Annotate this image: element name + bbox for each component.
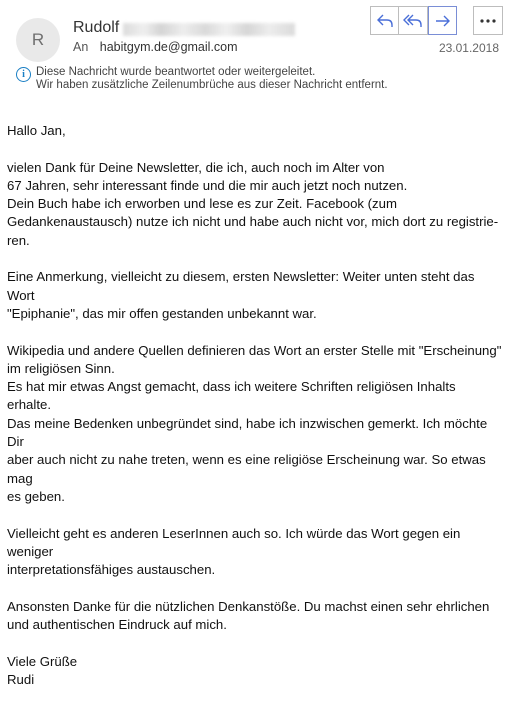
info-text xyxy=(36,66,388,92)
closing: Viele Grüße Rudi xyxy=(7,653,78,687)
info-line-linebreaks[interactable]: Wir haben zusätzliche Zeilenumbrüche aus dieser Nachricht entfernt. xyxy=(36,79,388,91)
sender-name[interactable]: Rudolf xyxy=(73,19,120,36)
more-button[interactable] xyxy=(473,6,503,35)
body-paragraph: Wikipedia und andere Quellen definieren das Wort an erster Stelle mit "Erscheinung" im religiösen Sinn. Es hat mir etwas Angst gemacht, dass ich weitere Schriften religiösen Inhalts erhalte. Das meine Bedenken unbegründet sind, habe ich inzwischen gemerkt. Ich möchte Dir aber auch nicht zu nahe treten, wenn es eine religiöse Erscheinung war. So etwas mag es geben. xyxy=(7,342,502,504)
forward-button[interactable] xyxy=(428,6,457,35)
info-icon: i xyxy=(16,67,31,82)
message-header xyxy=(0,0,511,100)
recipient-address[interactable]: habitgym.de@gmail.com xyxy=(99,40,238,54)
more-icon xyxy=(480,19,496,23)
avatar[interactable]: R xyxy=(16,18,60,62)
greeting: Hallo Jan, xyxy=(7,123,66,138)
body-paragraph: Ansonsten Danke für die nützlichen Denkanstöße. Du machst einen sehr ehrlichen und authentischen Eindruck auf mich. xyxy=(7,598,490,633)
redacted-sender-email xyxy=(123,23,295,36)
message-actions xyxy=(370,6,457,35)
message-date: 23.01.2018 xyxy=(438,41,499,55)
reply-icon xyxy=(376,13,394,29)
reply-all-icon xyxy=(403,13,423,29)
forward-icon xyxy=(434,13,452,29)
body-paragraph: vielen Dank für Deine Newsletter, die ich, auch noch im Alter von 67 Jahren, sehr interessant finde und die mir auch jetzt noch nutzen. Dein Buch habe ich erworben und lese es zur Zeit. Facebook (zum Gedankenaustausch) nutze ich nicht und habe auch nicht vor, mich dort zu registrie- ren. xyxy=(7,159,499,248)
sender[interactable] xyxy=(73,17,295,39)
body-paragraph: Eine Anmerkung, vielleicht zu diesem, ersten Newsletter: Weiter unten steht das Wort "Epiphanie", das mir offen gestanden unbekannt war. xyxy=(7,269,475,321)
recipient-row xyxy=(73,40,238,54)
reply-button[interactable] xyxy=(370,6,399,35)
info-banner xyxy=(16,66,388,92)
info-line-replied: Diese Nachricht wurde beantwortet oder weitergeleitet. xyxy=(36,66,316,78)
message-body xyxy=(7,122,503,708)
to-label: An xyxy=(73,40,89,54)
reply-all-button[interactable] xyxy=(399,6,428,35)
body-paragraph: Vielleicht geht es anderen LeserInnen auch so. Ich würde das Wort gegen ein weniger interpretationsfähiges austauschen. xyxy=(7,525,461,578)
